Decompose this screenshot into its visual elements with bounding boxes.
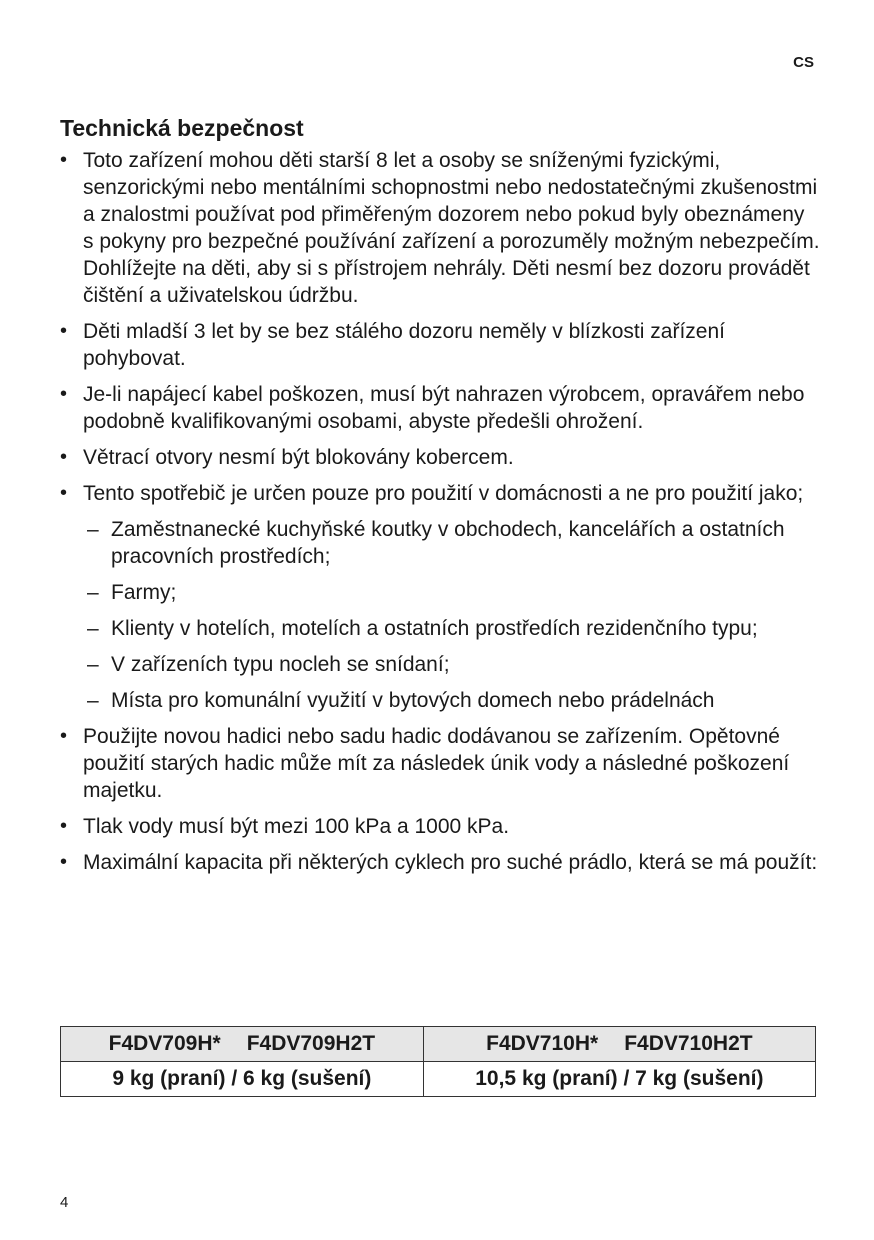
model-code: F4DV709H2T bbox=[246, 1032, 376, 1055]
section-title: Technická bezpečnost bbox=[60, 115, 304, 141]
table-header-cell bbox=[423, 1027, 815, 1062]
safety-section bbox=[60, 113, 820, 885]
table-cell: 10,5 kg (praní) / 7 kg (sušení) bbox=[423, 1062, 815, 1097]
list-item: • Je-li napájecí kabel poškozen, musí být nahrazen výrobcem, opravářem nebo podobně kvalifikovanými osobami, abyste předešli ohrožení. bbox=[60, 381, 820, 435]
list-item: • Použijte novou hadici nebo sadu hadic dodávanou se zařízením. Opětovné použití starých hadic může mít za následek únik vody a následné poškození majetku. bbox=[60, 723, 820, 804]
model-code: F4DV710H2T bbox=[624, 1032, 753, 1055]
table-header-cell bbox=[61, 1027, 424, 1062]
sub-list-item: – V zařízeních typu nocleh se snídaní; bbox=[83, 651, 820, 678]
capacity-table bbox=[60, 1026, 816, 1097]
list-item: • Tento spotřebič je určen pouze pro použití v domácnosti a ne pro použití jako; – Zaměstnanecké kuchyňské koutky v obchodech, kancelářích a ostatních pracovních prostředích; – Farmy; – Klienty v hotelích, motelích a ostatních prostředích rezidenčního typu; – V zařízeních typu nocleh se snídaní; – Místa pro komunální využití v bytových domech nebo prádelnách bbox=[60, 480, 820, 714]
table-cell: 9 kg (praní) / 6 kg (sušení) bbox=[61, 1062, 424, 1097]
list-item: • Děti mladší 3 let by se bez stálého dozoru neměly v blízkosti zařízení pohybovat. bbox=[60, 318, 820, 372]
list-item: • Větrací otvory nesmí být blokovány kobercem. bbox=[60, 444, 820, 471]
table-row bbox=[61, 1062, 816, 1097]
sub-list bbox=[83, 516, 820, 714]
sub-list-item: – Klienty v hotelích, motelích a ostatních prostředích rezidenčního typu; bbox=[83, 615, 820, 642]
language-code: CS bbox=[793, 54, 814, 71]
list-item: • Toto zařízení mohou děti starší 8 let a osoby se sníženými fyzickými, senzorickými nebo mentálními schopnostmi nebo nedostatečnými zkušenostmi a znalostmi používat pod přiměřeným dozorem nebo pokud byly obeznámeny s pokyny pro bezpečné používání zařízení a porozuměly možným nebezpečím. Dohlížejte na děti, aby si s přístrojem nehrály. Děti nesmí bez dozoru provádět čištění a uživatelskou údržbu. bbox=[60, 147, 820, 309]
model-code: F4DV710H* bbox=[486, 1032, 599, 1055]
table-header-row bbox=[61, 1027, 816, 1062]
page-number: 4 bbox=[60, 1194, 69, 1211]
sub-list-item: – Farmy; bbox=[83, 579, 820, 606]
list-item: • Maximální kapacita při některých cyklech pro suché prádlo, která se má použít: bbox=[60, 849, 820, 876]
sub-list-item: – Místa pro komunální využití v bytových domech nebo prádelnách bbox=[83, 687, 820, 714]
list-item: • Tlak vody musí být mezi 100 kPa a 1000 kPa. bbox=[60, 813, 820, 840]
safety-list bbox=[60, 147, 820, 876]
model-code: F4DV709H* bbox=[108, 1032, 221, 1055]
sub-list-item: – Zaměstnanecké kuchyňské koutky v obchodech, kancelářích a ostatních pracovních prostředích; bbox=[83, 516, 820, 570]
